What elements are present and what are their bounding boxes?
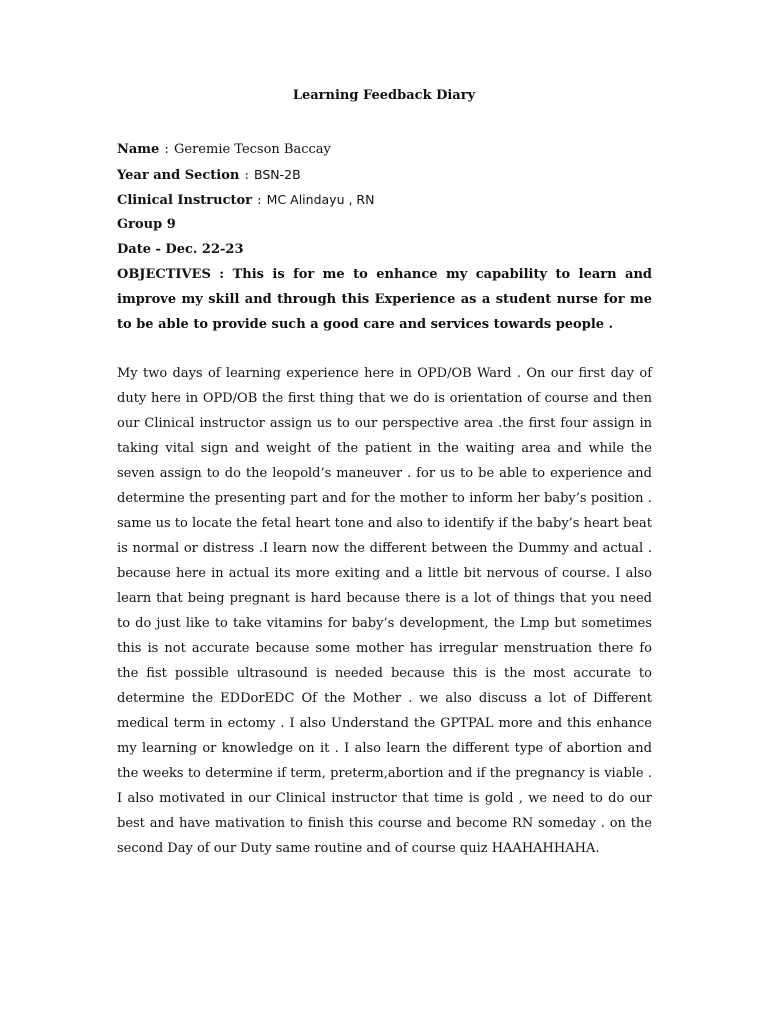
- group-label: Group 9: [117, 217, 176, 232]
- clinical-instructor-field: Clinical Instructor : MC Alindayu , RN: [117, 192, 375, 208]
- objectives-paragraph: OBJECTIVES : This is for me to enhance my capability to learn and improve my skill and through this Experience as a student nurse for me to be able to provide such a good care and services towards people .: [117, 267, 652, 332]
- student-info: [117, 137, 657, 262]
- date-field: [117, 237, 657, 262]
- clinical-instructor-label: Clinical Instructor: [117, 193, 253, 208]
- name-label: Name: [117, 142, 160, 157]
- clinical-instructor-value: MC Alindayu , RN: [266, 192, 375, 207]
- date-label: Date - Dec. 22-23: [117, 242, 244, 257]
- document-title: Learning Feedback Diary: [292, 88, 476, 103]
- group-field: [117, 212, 657, 237]
- year-section-field: Year and Section : BSN-2B: [117, 167, 301, 183]
- name-field: Name : Geremie Tecson Baccay: [117, 142, 331, 157]
- year-section-value: BSN-2B: [254, 167, 301, 182]
- diary-body-paragraph: My two days of learning experience here in OPD/OB Ward . On our first day of duty here in OPD/OB the first thing that we do is orientation of course and then our Clinical instructor assign us to our perspective area .the first four assign in taking vital sign and weight of the patient in the waiting area and while the seven assign to do the leopold’s maneuver . for us to be able to experience and determine the presenting part and for the mother to inform her baby’s position . same us to locate the fetal heart tone and also to identify if the baby’s heart beat is normal or distress .I learn now the different between the Dummy and actual . because here in actual its more exiting and a little bit nervous of course. I also learn that being pregnant is hard because there is a lot of things that you need to do just like to take vitamins for baby’s development, the Lmp but sometimes this is not accurate because some mother has irregular menstruation there fo the fist possible ultrasound is needed because this is the most accurate to determine the EDDorEDC Of the Mother . we also discuss a lot of Different medical term in ectomy . I also Understand the GPTPAL more and this enhance my learning or knowledge on it . I also learn the different type of abortion and the weeks to determine if term, preterm,abortion and if the pregnancy is viable . I also motivated in our Clinical instructor that time is gold , we need to do our best and have mativation to finish this course and become RN someday . on the second Day of our Duty same routine and of course quiz HAAHAHHAHA.: [117, 366, 652, 856]
- year-section-label: Year and Section: [117, 168, 240, 183]
- name-value: Geremie Tecson Baccay: [174, 142, 331, 157]
